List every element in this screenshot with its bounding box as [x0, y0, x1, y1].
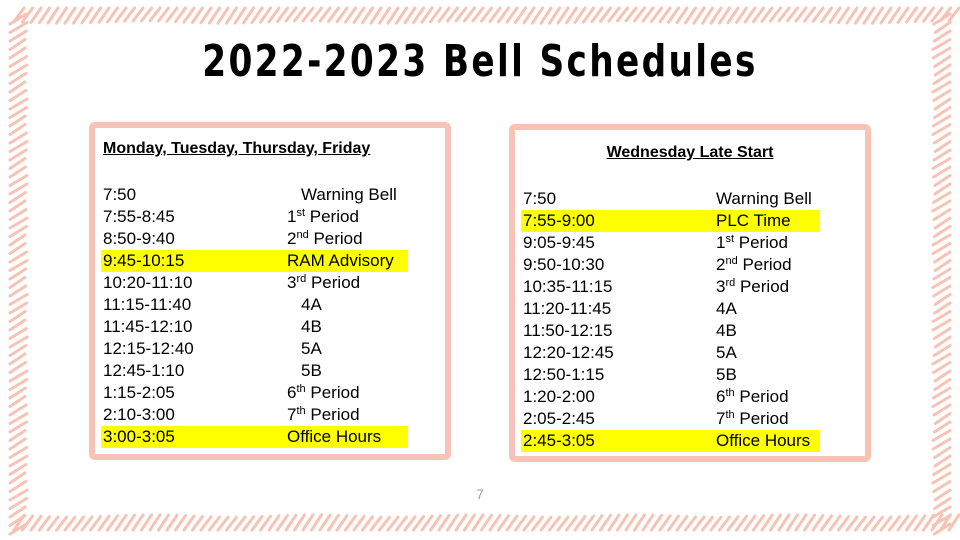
period-label: Warning Bell — [716, 189, 812, 208]
schedule-row — [95, 316, 445, 338]
schedule-row — [515, 408, 865, 430]
period-label: 7th Period — [287, 405, 360, 424]
period-label: 5A — [716, 343, 737, 362]
schedule-row — [515, 364, 865, 386]
schedule-rows — [95, 184, 445, 448]
schedule-row — [95, 294, 445, 316]
schedule-row — [515, 232, 865, 254]
schedule-row — [95, 184, 445, 206]
schedule-row — [95, 250, 445, 272]
schedule-row — [515, 386, 865, 408]
period-label: 5B — [716, 365, 737, 384]
schedule-row — [515, 430, 865, 452]
time-range: 11:15-11:40 — [103, 295, 192, 314]
page-title: 2022-2023 Bell Schedules — [202, 36, 758, 87]
schedule-row — [95, 272, 445, 294]
schedule-row — [95, 360, 445, 382]
period-label: Office Hours — [716, 431, 811, 450]
time-range: 9:50-10:30 — [523, 255, 605, 274]
time-range: 2:10-3:00 — [103, 405, 175, 424]
time-range: 2:05-2:45 — [523, 409, 595, 428]
period-label: 2nd Period — [716, 255, 792, 274]
schedule-row — [95, 404, 445, 426]
period-label: RAM Advisory — [287, 251, 394, 270]
period-label: 4A — [301, 295, 322, 314]
period-label: Office Hours — [287, 427, 382, 446]
time-range: 12:45-1:10 — [103, 361, 185, 380]
schedule-heading: Wednesday Late Start — [606, 144, 774, 161]
period-label: 6th Period — [287, 383, 360, 402]
period-label: 7th Period — [716, 409, 789, 428]
time-range: 2:45-3:05 — [523, 431, 595, 450]
schedule-row — [95, 228, 445, 250]
period-label: 4B — [716, 321, 737, 340]
schedule-row — [515, 298, 865, 320]
time-range: 1:15-2:05 — [103, 383, 175, 402]
time-range: 7:50 — [103, 185, 137, 204]
schedule-heading: Monday, Tuesday, Thursday, Friday — [103, 140, 371, 157]
schedule-panel-wednesday — [509, 124, 871, 462]
schedule-row — [95, 206, 445, 228]
time-range: 12:50-1:15 — [523, 365, 605, 384]
time-range: 3:00-3:05 — [103, 427, 175, 446]
schedule-row — [515, 210, 865, 232]
period-label: Warning Bell — [301, 185, 397, 204]
time-range: 7:50 — [523, 189, 557, 208]
schedule-row — [515, 320, 865, 342]
schedule-row — [95, 426, 445, 448]
schedule-row — [515, 188, 865, 210]
period-label: 5A — [301, 339, 322, 358]
period-label: 4A — [716, 299, 737, 318]
schedule-row — [515, 342, 865, 364]
time-range: 12:15-12:40 — [103, 339, 194, 358]
period-label: 4B — [301, 317, 322, 336]
time-range: 12:20-12:45 — [523, 343, 614, 362]
period-label: 3rd Period — [716, 277, 790, 296]
time-range: 9:05-9:45 — [523, 233, 595, 252]
time-range: 11:20-11:45 — [523, 299, 612, 318]
time-range: 11:50-12:15 — [523, 321, 613, 340]
time-range: 9:45-10:15 — [103, 251, 185, 270]
period-label: 1st Period — [287, 207, 359, 226]
schedule-rows — [515, 188, 865, 452]
schedule-panel-regular — [89, 122, 451, 460]
period-label: 1st Period — [716, 233, 788, 252]
time-range: 7:55-9:00 — [523, 211, 595, 230]
time-range: 8:50-9:40 — [103, 229, 175, 248]
schedule-row — [95, 338, 445, 360]
time-range: 10:35-11:15 — [523, 277, 613, 296]
schedule-row — [95, 382, 445, 404]
time-range: 11:45-12:10 — [103, 317, 193, 336]
period-label: 3rd Period — [287, 273, 361, 292]
period-label: 5B — [301, 361, 322, 380]
period-label: 2nd Period — [287, 229, 363, 248]
schedule-row — [515, 276, 865, 298]
schedule-row — [515, 254, 865, 276]
page-number: 7 — [476, 486, 484, 502]
time-range: 7:55-8:45 — [103, 207, 175, 226]
time-range: 1:20-2:00 — [523, 387, 595, 406]
time-range: 10:20-11:10 — [103, 273, 193, 292]
period-label: 6th Period — [716, 387, 789, 406]
period-label: PLC Time — [716, 211, 791, 230]
